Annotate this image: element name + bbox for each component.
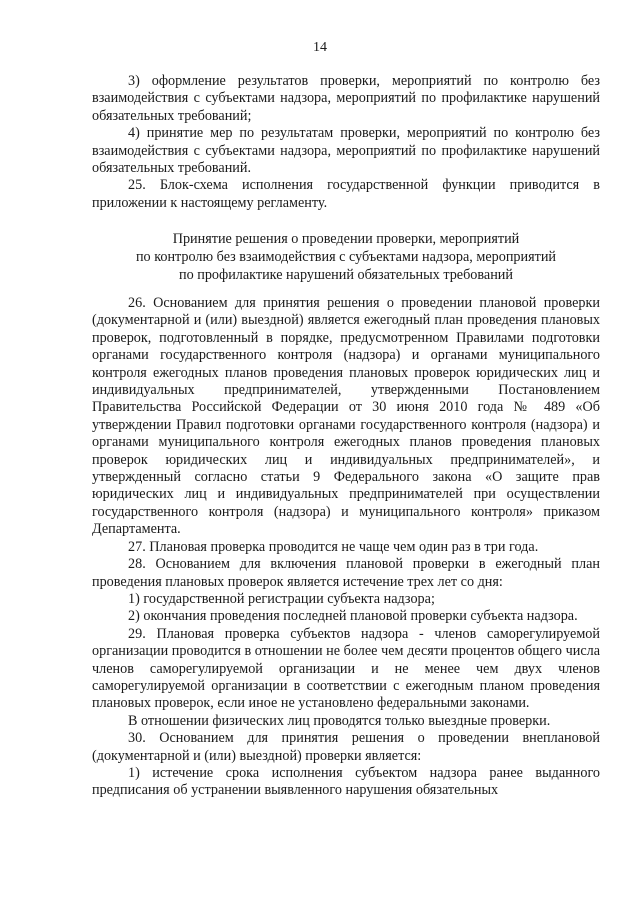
text-block-top (92, 73, 600, 212)
text-block-main (92, 295, 600, 800)
paragraph-28-item-1: 1) государственной регистрации субъекта надзора; (128, 590, 435, 607)
paragraph-27: 27. Плановая проверка проводится не чаще чем один раз в три года. (128, 538, 539, 555)
section-heading (92, 230, 600, 284)
paragraph-item-4: 4) принятие мер по результатам проверки, мероприятий по контролю без взаимодействия с субъектами надзора, мероприятий по профилактике нарушений обязательных требований. (92, 125, 600, 177)
paragraph-30-item-1: 1) истечение срока исполнения субъектом надзора ранее выданного предписания об устранении выявленного нарушения обязательных (92, 764, 600, 799)
paragraph-29: 29. Плановая проверка субъектов надзора - членов саморегулируемой организации проводится в отношении не более чем десяти процентов общего числа членов саморегулируемой организации и не менее чем двух членов саморегулируемой организации в соответствии с ежегодным планом проведения плановых проверок, если иное не установлено федеральными законами. (92, 625, 600, 712)
paragraph-physical-persons: В отношении физических лиц проводятся только выездные проверки. (128, 712, 551, 729)
paragraph-28-item-2: 2) окончания проведения последней плановой проверки субъекта надзора. (128, 608, 578, 625)
paragraph-item-3: 3) оформление результатов проверки, мероприятий по контролю без взаимодействия с субъектами надзора, мероприятий по профилактике нарушений обязательных требований; (92, 73, 600, 124)
heading-line-3: по профилактике нарушений обязательных требований (179, 267, 513, 283)
heading-line-1: Принятие решения о проведении проверки, мероприятий (172, 231, 520, 247)
heading-line-2: по контролю без взаимодействия с субъектами надзора, мероприятий (135, 249, 557, 265)
paragraph-26: 26. Основанием для принятия решения о проведении плановой проверки (документарной и (или) выездной) является ежегодный план проведения плановых проверок, подготовленный в порядке, предусмотренном Правилами подготовки органами государственного контроля (надзора) и органами муниципального контроля ежегодных планов проведения плановых проверок юридических лиц и индивидуальных предпринимателей, утвержденными Постановлением Правительства Российской Федерации от 30 июня 2010 года № 489 «Об утверждении Правил подготовки органами государственного контроля (надзора) и органами муниципального контроля ежегодных планов проведения плановых проверок юридических лиц и индивидуальных предпринимателей», и утвержденный согласно статьи 9 Федерального закона «О защите прав юридических лиц и индивидуальных предпринимателей при осуществлении государственного контроля (надзора) и муниципального контроля» приказом Департамента. (92, 295, 600, 538)
paragraph-28: 28. Основанием для включения плановой проверки в ежегодный план проведения плановых проверок является истечение трех лет со дня: (92, 556, 600, 590)
paragraph-30: 30. Основанием для принятия решения о проведении внеплановой (документарной и (или) выездной) проверки является: (92, 730, 600, 764)
paragraph-25: 25. Блок-схема исполнения государственной функции приводится в приложении к настоящему регламенту. (92, 177, 600, 211)
page-number: 14 (313, 40, 327, 55)
